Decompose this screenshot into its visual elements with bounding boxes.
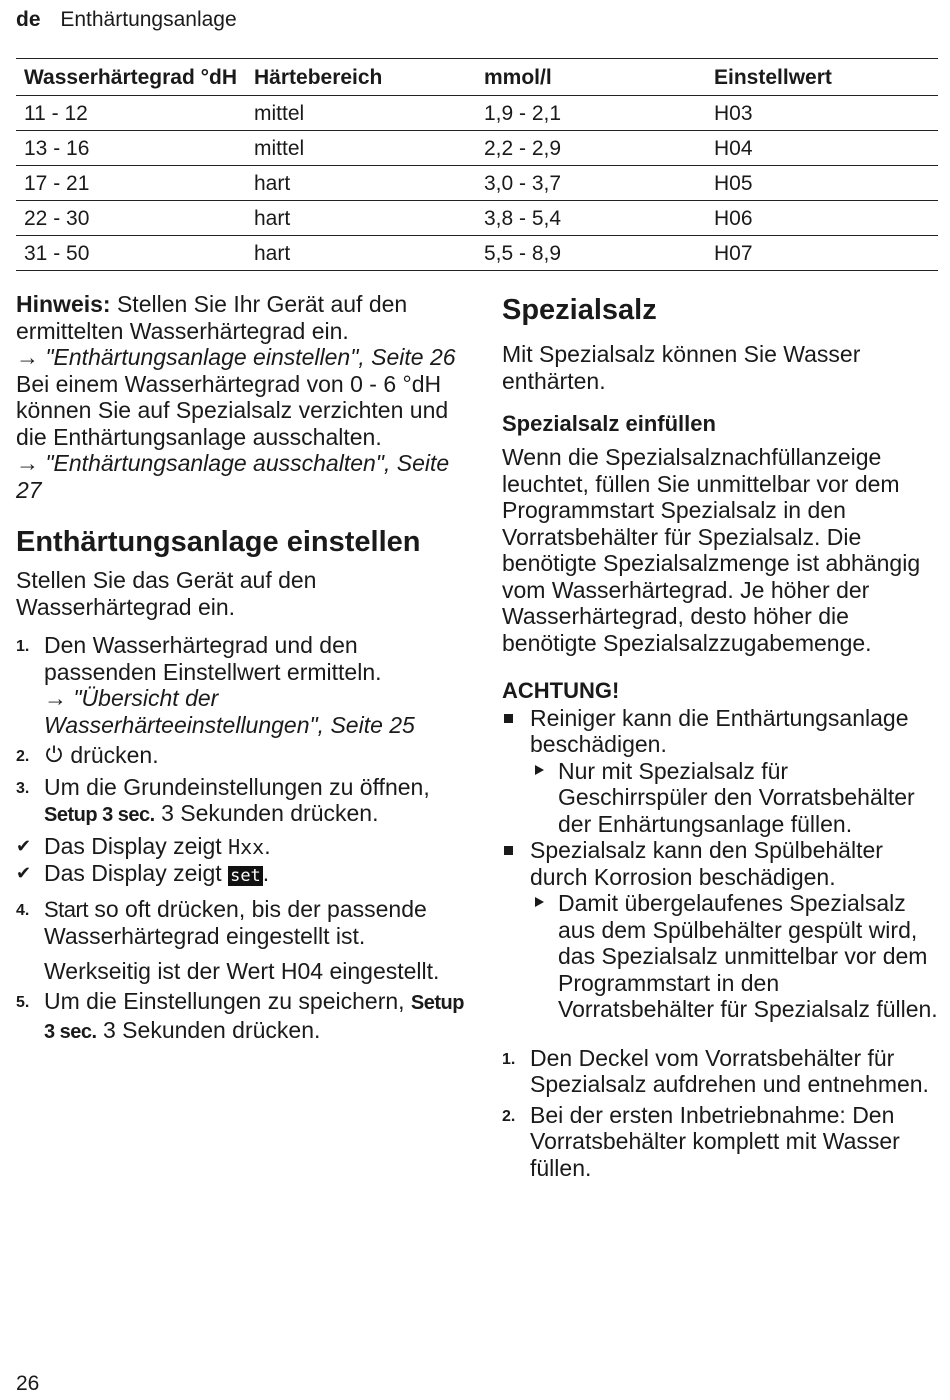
step <box>16 774 466 829</box>
left-column <box>16 291 466 1045</box>
intro-text: Stellen Sie das Gerät auf den Wasserhärtegrad ein. <box>16 567 317 620</box>
water-hardness-table <box>16 58 938 271</box>
step-note: Werkseitig ist der Wert H04 eingestellt. <box>44 957 440 984</box>
step-number: 2. <box>16 748 30 765</box>
right-column <box>502 291 938 1181</box>
table-cell: hart <box>246 201 476 236</box>
section-title: Enthärtungsanlage <box>60 8 237 31</box>
step <box>16 988 466 1045</box>
note-label: Hinweis: <box>16 291 111 317</box>
table-cell: 2,2 - 2,9 <box>476 131 706 166</box>
step <box>16 632 466 738</box>
action-list <box>530 890 938 1023</box>
note <box>16 291 466 344</box>
table-cell: mittel <box>246 131 476 166</box>
table-cell: 13 - 16 <box>16 131 246 166</box>
warning-item <box>502 837 938 1023</box>
step-number: 1. <box>502 1050 516 1068</box>
table-cell: H04 <box>706 131 938 166</box>
table-cell: hart <box>246 166 476 201</box>
section-heading: Enthärtungsanlage einstellen <box>16 526 421 558</box>
step-number: 5. <box>16 994 30 1011</box>
warning-heading: ACHTUNG! <box>502 678 620 703</box>
section-heading: Spezialsalz <box>502 294 657 326</box>
setup-button-label: Setup 3 sec. <box>44 804 155 826</box>
action-text: Damit übergelaufenes Spezialsalz aus dem Spülbehälter gespült wird, das Spezialsalz unmittelbar vor dem Programmstart in den Vorratsbehälter für Spezialsalz füllen. <box>558 890 938 1022</box>
result-item: ✔ Das Display zeigt set. <box>16 860 270 886</box>
action-item <box>530 890 938 1023</box>
table-cell: 1,9 - 2,1 <box>476 96 706 131</box>
instruction-steps <box>502 1045 938 1182</box>
step-number: 1. <box>16 638 30 655</box>
table-cell: H06 <box>706 201 938 236</box>
step-number: 3. <box>16 779 30 797</box>
table-row <box>16 201 938 236</box>
action-item <box>530 758 938 838</box>
table-cell: H07 <box>706 236 938 271</box>
column-header: Wasserhärtegrad °dH <box>16 59 246 96</box>
step-text: Den Wasserhärtegrad und den passenden Einstellwert ermitteln. <box>44 632 382 685</box>
step-text: 3 Sekunden drücken. <box>96 1016 321 1043</box>
checkmark-icon: ✔ <box>16 863 32 883</box>
instruction-steps <box>16 632 466 1045</box>
step-text: 3 Sekunden drücken. <box>154 800 379 826</box>
table-row <box>16 166 938 201</box>
table-row <box>16 96 938 131</box>
subsection-heading: Spezialsalz einfüllen <box>502 411 716 436</box>
note-text-2: Bei einem Wasserhärtegrad von 0 - 6 °dH können Sie auf Spezialsalz verzichten und die Enthärtungsanlage ausschalten. <box>16 370 449 450</box>
table-cell: mittel <box>246 96 476 131</box>
language-code: de <box>16 8 41 31</box>
action-text: Nur mit Spezialsalz für Geschirrspüler den Vorratsbehälter der Enhärtungsanlage füllen. <box>558 757 915 837</box>
warning-list <box>502 705 938 1023</box>
table-row <box>16 131 938 166</box>
step-text: drücken. <box>64 742 159 768</box>
triangle-bullet-icon <box>535 765 544 775</box>
step-text: so oft drücken, bis der passende Wasserhärtegrad eingestellt ist. <box>44 895 427 949</box>
table-cell: hart <box>246 236 476 271</box>
table-cell: H05 <box>706 166 938 201</box>
checkmark-icon: ✔ <box>16 835 32 856</box>
warning-text: Spezialsalz kann den Spülbehälter durch Korrosion beschädigen. <box>530 837 883 890</box>
cross-reference-link[interactable]: → "Enthärtungsanlage ausschalten", Seite 27 <box>16 450 450 503</box>
step-text: Um die Einstellungen zu speichern, <box>44 988 411 1014</box>
step <box>502 1102 938 1182</box>
column-header: Einstellwert <box>706 59 938 96</box>
step <box>502 1045 938 1098</box>
setup-button-label: Setup 3 sec. <box>44 992 464 1043</box>
page-header <box>16 8 237 32</box>
step <box>16 742 466 770</box>
page-number: 26 <box>16 1372 40 1395</box>
step-number: 2. <box>502 1107 516 1125</box>
start-button-label: Start <box>44 896 88 922</box>
table-cell: 11 - 12 <box>16 96 246 131</box>
table-cell: 17 - 21 <box>16 166 246 201</box>
bullet-square-icon <box>504 714 513 723</box>
result-text: Das Display zeigt <box>44 832 229 859</box>
table-cell: 22 - 30 <box>16 201 246 236</box>
cross-reference-link[interactable]: → "Enthärtungsanlage einstellen", Seite 26 <box>16 344 456 370</box>
table-cell: 3,8 - 5,4 <box>476 201 706 236</box>
triangle-bullet-icon <box>535 897 544 907</box>
table-cell: 31 - 50 <box>16 236 246 271</box>
result-item: ✔ Das Display zeigt Hxx. <box>16 832 271 859</box>
display-value: Hxx <box>228 834 265 859</box>
body-paragraph: Wenn die Spezialsalznachfüllanzeige leuchtet, füllen Sie unmittelbar vor dem Programmstart Spezialsalz in den Vorratsbehälter für Spezialsalz. Die benötigte Spezialsalzmenge ist abhängig vom Wasserhärtegrad. Je höher der Wasserhärtegrad, desto höher die benötigte Spezialsalzzugabemenge. <box>502 444 921 656</box>
note-text: Stellen Sie Ihr Gerät auf den ermittelten Wasserhärtegrad ein. <box>16 291 408 344</box>
step-text: Den Deckel vom Vorratsbehälter für Spezialsalz aufdrehen und entnehmen. <box>530 1044 929 1097</box>
warning-text: Reiniger kann die Enthärtungsanlage beschädigen. <box>530 704 909 757</box>
table-cell: 3,0 - 3,7 <box>476 166 706 201</box>
column-header: mmol/l <box>476 59 706 96</box>
table-cell: H03 <box>706 96 938 131</box>
bullet-square-icon <box>504 846 513 855</box>
table-cell: 5,5 - 8,9 <box>476 236 706 271</box>
result-text: Das Display zeigt <box>44 860 229 886</box>
intro-text: Mit Spezialsalz können Sie Wasser enthärten. <box>502 341 861 394</box>
column-header: Härtebereich <box>246 59 476 96</box>
step-number: 4. <box>16 901 30 919</box>
step <box>16 896 466 985</box>
warning-item <box>502 705 938 838</box>
power-icon <box>44 743 64 770</box>
step-text: Um die Grundeinstellungen zu öffnen, <box>44 773 430 800</box>
cross-reference-link[interactable]: → "Übersicht der Wasserhärteeinstellungen", Seite 25 <box>44 685 415 738</box>
table-header-row <box>16 59 938 96</box>
display-value: set <box>230 866 261 886</box>
step-text: Bei der ersten Inbetriebnahme: Den Vorratsbehälter komplett mit Wasser füllen. <box>530 1101 900 1181</box>
table-row <box>16 236 938 271</box>
action-list <box>530 758 938 838</box>
